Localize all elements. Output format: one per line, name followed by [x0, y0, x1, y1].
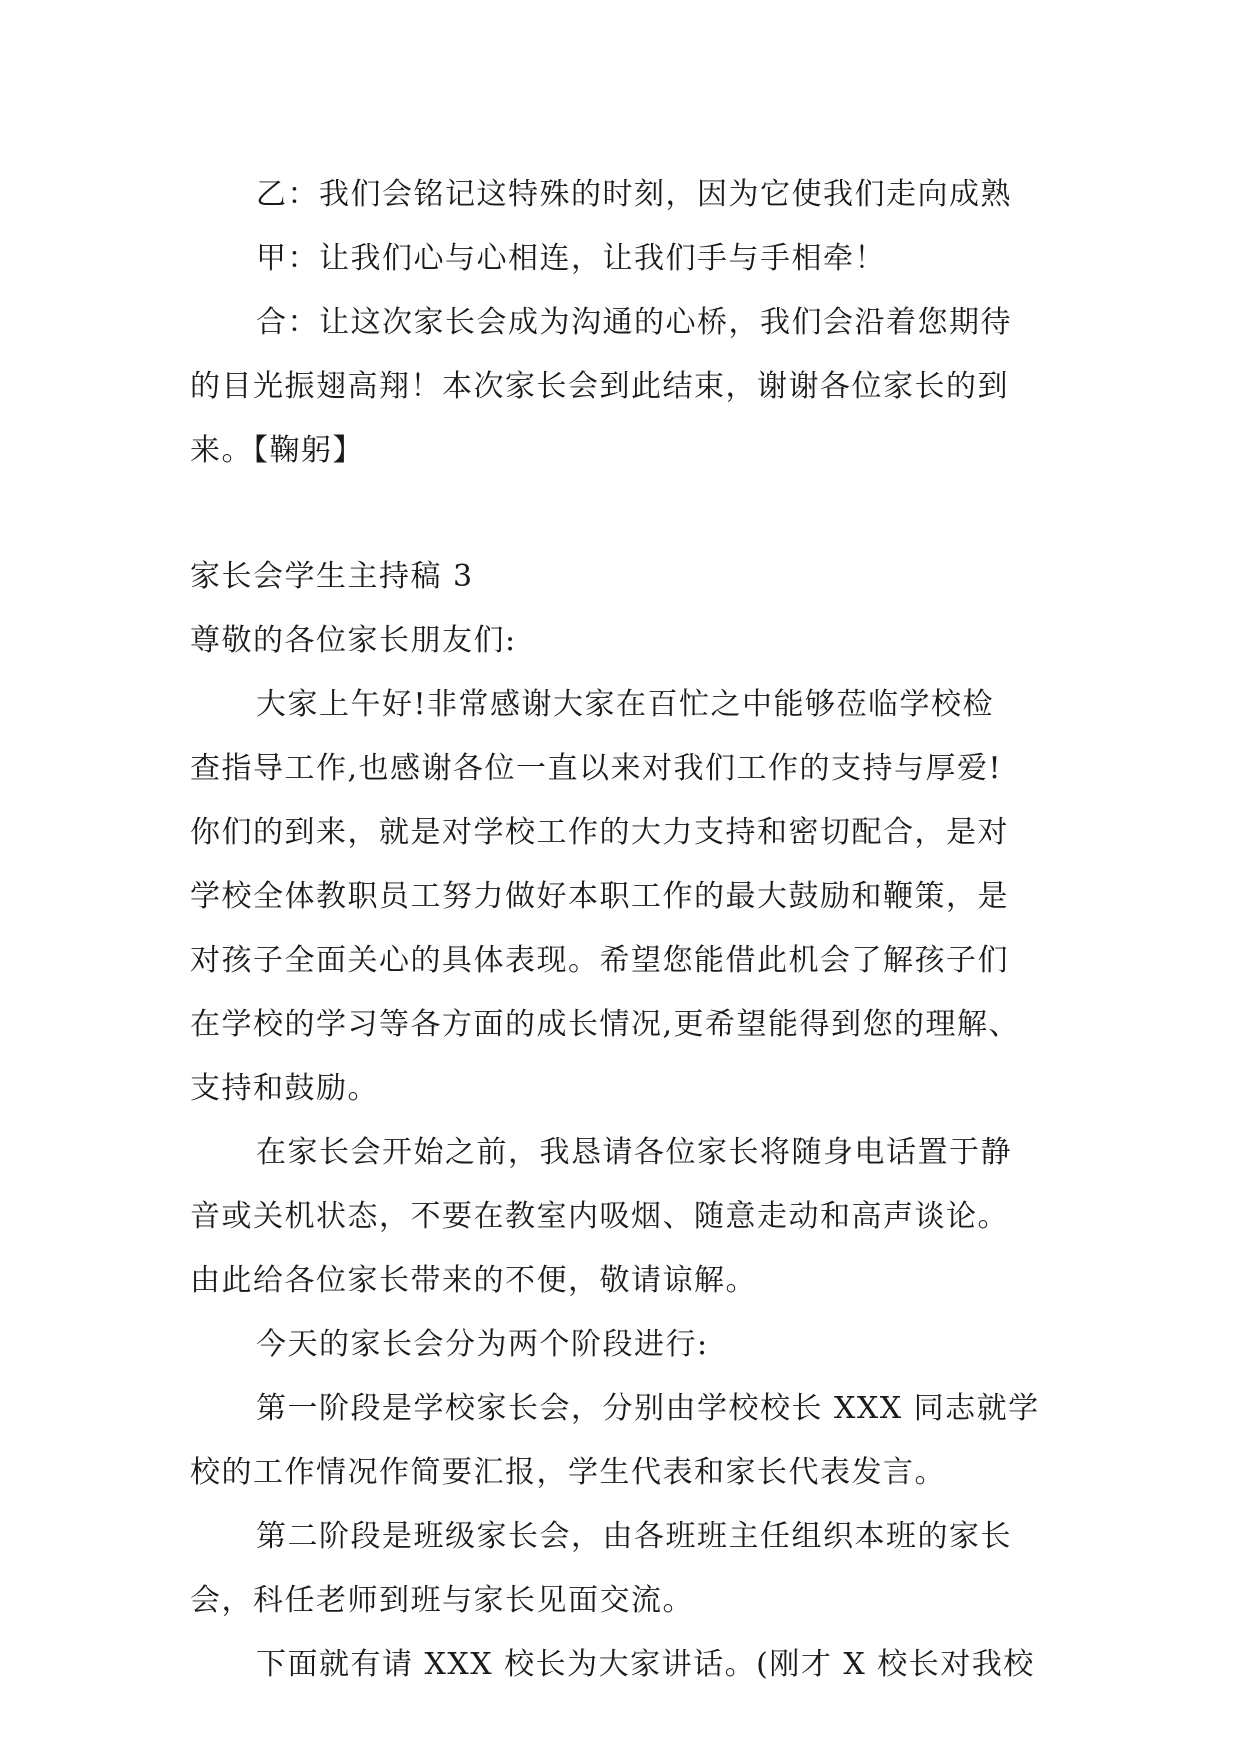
section-title: 家长会学生主持稿 3 [190, 559, 474, 594]
paragraph-start: 大家上午好!非常感谢大家在百忙之中能够莅临学校检 [256, 687, 995, 722]
text-line: 你们的到来，就是对学校工作的大力支持和密切配合，是对 [190, 815, 1009, 850]
text-line: 校的工作情况作简要汇报，学生代表和家长代表发言。 [190, 1455, 946, 1490]
paragraph-start: 在家长会开始之前，我恳请各位家长将随身电话置于静 [256, 1135, 1012, 1170]
text-line: 学校全体教职员工努力做好本职工作的最大鼓励和鞭策，是 [190, 879, 1009, 914]
dialogue-line-jia: 甲：让我们心与心相连，让我们手与手相牵！ [256, 241, 886, 276]
dialogue-line-he: 合：让这次家长会成为沟通的心桥，我们会沿着您期待 [256, 305, 1012, 340]
text-line: 音或关机状态，不要在教室内吸烟、随意走动和高声谈论。 [190, 1199, 1009, 1234]
section-gap [190, 483, 1050, 545]
dialogue-line-yi: 乙：我们会铭记这特殊的时刻，因为它使我们走向成熟 [256, 177, 1012, 212]
paragraph-start: 下面就有请 XXX 校长为大家讲话。(刚才 X 校长对我校 [256, 1647, 1035, 1682]
paragraph-start: 今天的家长会分为两个阶段进行: [256, 1327, 709, 1362]
text-line: 在学校的学习等各方面的成长情况,更希望能得到您的理解、 [190, 1007, 1021, 1042]
text-line: 查指导工作,也感谢各位一直以来对我们工作的支持与厚爱! [190, 751, 1003, 786]
document-page [190, 163, 1050, 1697]
salutation: 尊敬的各位家长朋友们: [190, 623, 517, 658]
text-line: 的目光振翅高翔！本次家长会到此结束，谢谢各位家长的到 [190, 369, 1009, 404]
text-line: 来。【鞠躬】 [190, 433, 364, 468]
paragraph-start: 第一阶段是学校家长会，分别由学校校长 XXX 同志就学 [256, 1391, 1040, 1426]
text-line: 由此给各位家长带来的不便，敬请谅解。 [190, 1263, 757, 1298]
text-line: 对孩子全面关心的具体表现。希望您能借此机会了解孩子们 [190, 943, 1009, 978]
text-line: 会，科任老师到班与家长见面交流。 [190, 1583, 694, 1618]
text-line: 支持和鼓励。 [190, 1071, 379, 1106]
paragraph-start: 第二阶段是班级家长会，由各班班主任组织本班的家长 [256, 1519, 1012, 1554]
